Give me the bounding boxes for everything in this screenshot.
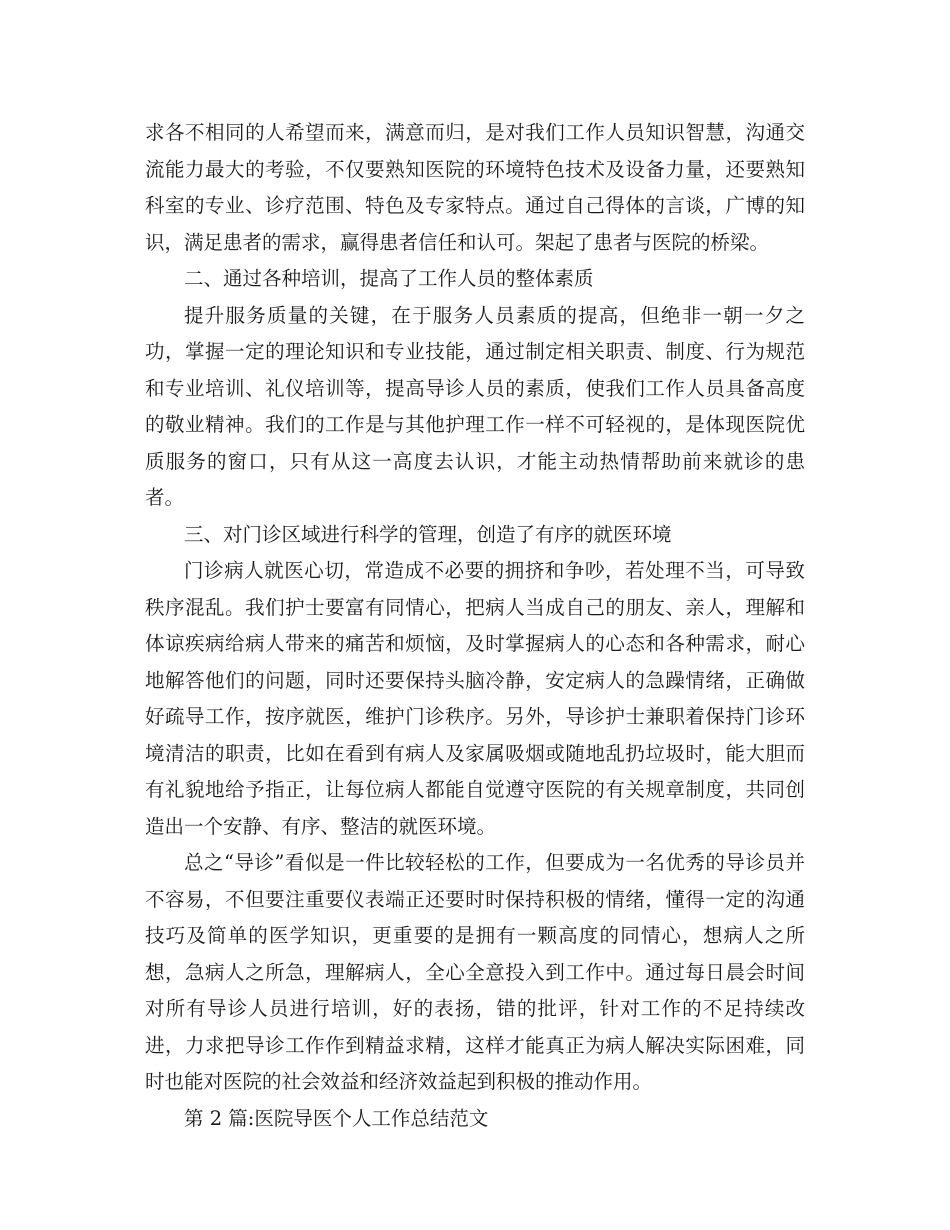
article-2-title: 第 2 篇:医院导医个人工作总结范文 (184, 1106, 489, 1130)
paragraph-summary: 总之“导诊”看似是一件比较轻松的工作，但要成为一名优秀的导诊员并不容易，不但要注重要仪表端正还要时时保持积极的情绪，懂得一定的沟通技巧及简单的医学知识，更重要的是拥有一颗高度的同情心，想病人之所想，急病人之所急，理解病人，全心全意投入到工作中。通过每日晨会时间对所有导诊人员进行培训，好的表扬，错的批评，针对工作的不足持续改进，力求把导诊工作作到精益求精，这样才能真正为病人解决实际困难，同时也能对医院的社会效益和经济效益起到积极的推动作用。 (145, 851, 805, 1093)
section-heading-2: 二、通过各种培训，提高了工作人员的整体素质 (184, 267, 594, 290)
section-heading-3: 三、对门诊区域进行科学的管理，创造了有序的就医环境 (184, 522, 672, 546)
paragraph-training: 提升服务质量的关键，在于服务人员素质的提高，但绝非一朝一夕之功，掌握一定的理论知识和专业技能，通过制定相关职责、制度、行为规范和专业培训、礼仪培训等，提高导诊人员的素质，使我们工作人员具备高度的敬业精神。我们的工作是与其他护理工作一样不可轻视的，是体现医院优质服务的窗口，只有从这一高度去认识，才能主动热情帮助前来就诊的患者。 (145, 303, 805, 509)
document-body (145, 115, 805, 1137)
paragraph-management: 门诊病人就医心切，常造成不必要的拥挤和争吵，若处理不当，可导致秩序混乱。我们护士要富有同情心，把病人当成自己的朋友、亲人，理解和体谅疾病给病人带来的痛苦和烦恼，及时掌握病人的心态和各种需求，耐心地解答他们的问题，同时还要保持头脑冷静，安定病人的急躁情绪，正确做好疏导工作，按序就医，维护门诊秩序。另外，导诊护士兼职着保持门诊环境清洁的职责，比如在看到有病人及家属吸烟或随地乱扔垃圾时，能大胆而有礼貌地给予指正，让每位病人都能自觉遵守医院的有关规章制度，共同创造出一个安静、有序、整洁的就医环境。 (145, 559, 805, 838)
paragraph-continuation: 求各不相同的人希望而来，满意而归，是对我们工作人员知识智慧，沟通交流能力最大的考验，不仅要熟知医院的环境特色技术及设备力量，还要熟知科室的专业、诊疗范围、特色及专家特点。通过自己得体的言谈，广博的知识，满足患者的需求，赢得患者信任和认可。架起了患者与医院的桥梁。 (145, 121, 805, 254)
